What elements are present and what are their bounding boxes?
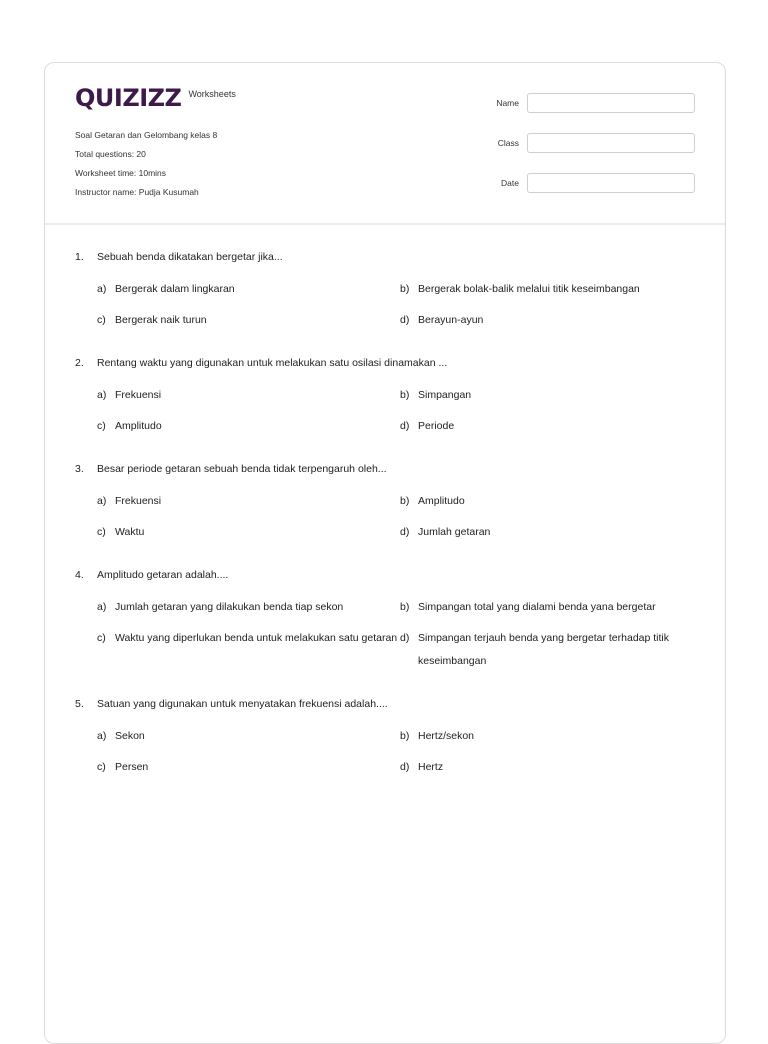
- option-grid: [75, 278, 705, 332]
- question-text: [75, 566, 705, 584]
- worksheet-title: Soal Getaran dan Gelombang kelas 8: [75, 130, 218, 140]
- option-text: Sekon: [115, 730, 145, 742]
- option-grid: [75, 384, 705, 438]
- option-letter: b): [400, 601, 410, 613]
- option-text: Bergerak naik turun: [115, 314, 207, 326]
- option-text: Bergerak bolak-balik melalui titik keseimbangan: [418, 283, 640, 295]
- option-c[interactable]: [97, 309, 400, 332]
- date-input[interactable]: [527, 173, 695, 193]
- logo-subtitle: Worksheets: [188, 89, 236, 99]
- question-number: 3.: [75, 463, 84, 475]
- option-text: Bergerak dalam lingkaran: [115, 283, 235, 295]
- question-text: [75, 354, 705, 372]
- option-letter: c): [97, 420, 106, 432]
- instructor-name: Instructor name: Pudja Kusumah: [75, 187, 199, 197]
- option-text: Simpangan total yang dialami benda yana bergetar: [418, 601, 656, 613]
- question-1: [75, 248, 705, 332]
- worksheet-meta: [75, 126, 217, 202]
- question-prompt: Besar periode getaran sebuah benda tidak terpengaruh oleh...: [97, 463, 387, 475]
- question-text: [75, 695, 705, 713]
- question-number: 5.: [75, 698, 84, 710]
- question-prompt: Rentang waktu yang digunakan untuk melakukan satu osilasi dinamakan ...: [97, 357, 448, 369]
- option-a[interactable]: [97, 490, 400, 513]
- logo-wordmark: QUIZIZZ: [75, 84, 182, 112]
- option-c[interactable]: [97, 521, 400, 544]
- name-input[interactable]: [527, 93, 695, 113]
- option-c[interactable]: [97, 756, 400, 779]
- option-letter: c): [97, 761, 106, 773]
- question-prompt: Amplitudo getaran adalah....: [97, 569, 229, 581]
- option-grid: [75, 725, 705, 779]
- date-label: Date: [501, 178, 519, 188]
- option-text: Simpangan terjauh benda yang bergetar terhadap titik keseimbangan: [418, 632, 670, 667]
- option-letter: c): [97, 314, 106, 326]
- option-d[interactable]: [400, 756, 705, 779]
- question-text: [75, 248, 705, 266]
- option-text: Hertz/sekon: [418, 730, 475, 742]
- option-letter: d): [400, 420, 410, 432]
- option-letter: d): [400, 526, 410, 538]
- total-questions: Total questions: 20: [75, 149, 146, 159]
- question-number: 4.: [75, 569, 84, 581]
- option-b[interactable]: [400, 384, 705, 407]
- option-c[interactable]: [97, 415, 400, 438]
- option-letter: b): [400, 389, 410, 401]
- name-row: [455, 91, 695, 115]
- worksheet-header: [45, 63, 725, 225]
- option-b[interactable]: [400, 725, 705, 748]
- option-a[interactable]: [97, 725, 400, 748]
- option-text: Amplitudo: [418, 495, 465, 507]
- option-d[interactable]: [400, 521, 705, 544]
- option-letter: a): [97, 389, 107, 401]
- question-5: [75, 695, 705, 779]
- question-4: [75, 566, 705, 673]
- question-3: [75, 460, 705, 544]
- option-text: Simpangan: [418, 389, 472, 401]
- option-letter: b): [400, 730, 410, 742]
- option-text: Jumlah getaran: [418, 526, 491, 538]
- question-text: [75, 460, 705, 478]
- option-grid: [75, 596, 705, 673]
- option-letter: a): [97, 495, 107, 507]
- quizizz-logo: [75, 85, 236, 111]
- option-text: Amplitudo: [115, 420, 162, 432]
- option-text: Periode: [418, 420, 455, 432]
- option-d[interactable]: [400, 415, 705, 438]
- option-text: Berayun-ayun: [418, 314, 484, 326]
- option-text: Jumlah getaran yang dilakukan benda tiap sekon: [115, 601, 344, 613]
- option-text: Frekuensi: [115, 389, 162, 401]
- student-fields: [455, 91, 695, 211]
- option-letter: a): [97, 730, 107, 742]
- worksheet-page: [44, 62, 726, 1044]
- option-b[interactable]: [400, 278, 705, 301]
- option-text: Persen: [115, 761, 149, 773]
- question-prompt: Satuan yang digunakan untuk menyatakan frekuensi adalah....: [97, 698, 388, 710]
- question-list: [75, 248, 705, 801]
- option-a[interactable]: [97, 278, 400, 301]
- option-letter: d): [400, 632, 410, 644]
- option-text: Waktu yang diperlukan benda untuk melakukan satu getaran: [115, 632, 398, 644]
- worksheet-time: Worksheet time: 10mins: [75, 168, 167, 178]
- class-label: Class: [497, 138, 519, 148]
- class-row: [455, 131, 695, 155]
- date-row: [455, 171, 695, 195]
- option-d[interactable]: [400, 627, 705, 673]
- option-letter: a): [97, 601, 107, 613]
- option-a[interactable]: [97, 596, 400, 619]
- question-number: 2.: [75, 357, 84, 369]
- option-letter: a): [97, 283, 107, 295]
- class-input[interactable]: [527, 133, 695, 153]
- question-prompt: Sebuah benda dikatakan bergetar jika...: [97, 251, 283, 263]
- option-letter: c): [97, 632, 106, 644]
- name-label: Name: [496, 98, 519, 108]
- option-letter: b): [400, 283, 410, 295]
- option-grid: [75, 490, 705, 544]
- option-d[interactable]: [400, 309, 705, 332]
- question-number: 1.: [75, 251, 84, 263]
- question-2: [75, 354, 705, 438]
- option-text: Hertz: [418, 761, 444, 773]
- option-b[interactable]: [400, 596, 705, 619]
- option-letter: d): [400, 761, 410, 773]
- option-letter: c): [97, 526, 106, 538]
- option-a[interactable]: [97, 384, 400, 407]
- option-letter: d): [400, 314, 410, 326]
- option-text: Frekuensi: [115, 495, 162, 507]
- option-c[interactable]: [97, 627, 400, 673]
- option-b[interactable]: [400, 490, 705, 513]
- option-text: Waktu: [115, 526, 145, 538]
- option-letter: b): [400, 495, 410, 507]
